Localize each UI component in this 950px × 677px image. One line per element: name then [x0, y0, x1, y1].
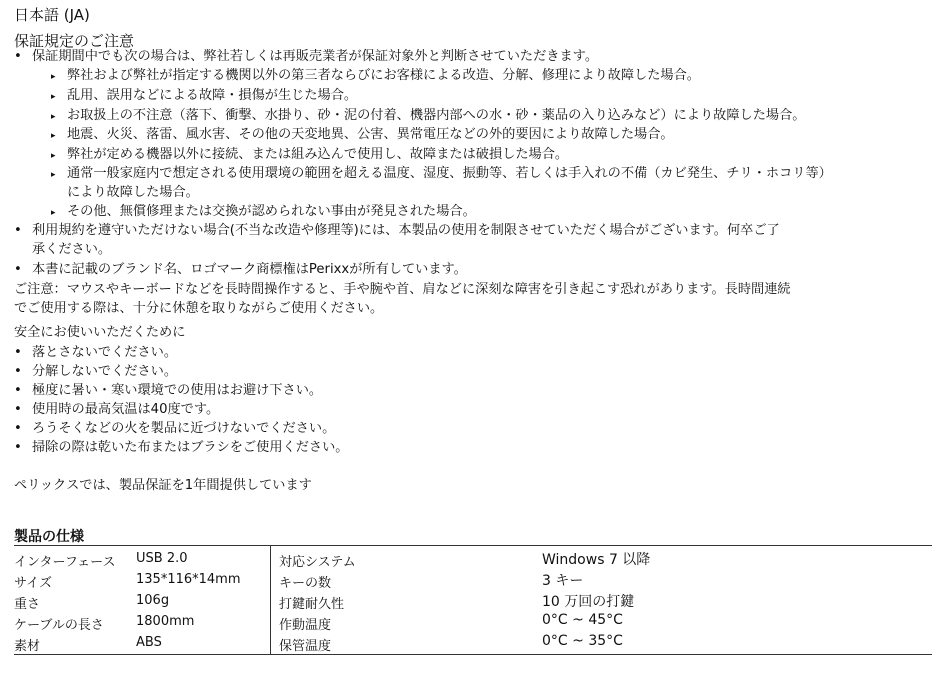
- warranty-title: 保証規定のご注意: [14, 32, 135, 50]
- spec-label: 保管温度: [279, 639, 332, 654]
- safety-text: ろうそくなどの火を製品に近づけないでください。: [32, 421, 336, 436]
- triangle-bullet-icon: ▸: [51, 112, 56, 122]
- condition-text: 地震、火災、落雷、風水害、その他の天変地異、公害、異常電圧などの外的要因により故障した場合。: [67, 127, 674, 142]
- condition-text: 通常一般家庭内で想定される使用環境の範囲を超える温度、湿度、振動等、若しくは手入れの不備（カビ発生、チリ・ホコリ等）: [67, 166, 832, 181]
- triangle-bullet-icon: ▸: [51, 92, 56, 102]
- terms-item: [14, 222, 780, 241]
- language-heading: 日本語 (JA): [14, 6, 90, 24]
- safety-item: [14, 401, 219, 420]
- safety-item: [14, 420, 335, 439]
- spec-value: 1800mm: [136, 614, 195, 629]
- safety-item: [14, 382, 322, 401]
- spec-label: キーの数: [279, 576, 332, 591]
- spec-value: 106g: [136, 593, 170, 608]
- spec-label: 素材: [14, 639, 41, 654]
- spec-label: ケーブルの長さ: [14, 618, 104, 633]
- bullet-dot-icon: •: [14, 262, 22, 277]
- bullet-dot-icon: •: [14, 421, 22, 436]
- condition-item: [51, 165, 832, 184]
- condition-item: [51, 146, 568, 165]
- spec-label: 重さ: [14, 597, 41, 612]
- spec-label: サイズ: [14, 576, 52, 591]
- triangle-bullet-icon: ▸: [51, 72, 56, 82]
- triangle-bullet-icon: ▸: [51, 131, 56, 141]
- condition-text: 乱用、誤用などによる故障・損傷が生じた場合。: [67, 88, 358, 103]
- condition-continuation: により故障した場合。: [67, 185, 199, 200]
- triangle-bullet-icon: ▸: [51, 208, 56, 218]
- spec-value: USB 2.0: [136, 551, 188, 566]
- caution-line-1: ご注意：マウスやキーボードなどを長時間操作すると、手や腕や首、肩などに深刻な障害を引き起こす恐れがあります。長時間連続: [14, 282, 791, 297]
- safety-text: 分解しないでください。: [32, 364, 178, 379]
- warranty-period: ペリックスでは、製品保証を1年間提供しています: [14, 478, 312, 493]
- safety-item: [14, 363, 177, 382]
- triangle-bullet-icon: ▸: [51, 170, 56, 180]
- safety-text: 使用時の最高気温は40度です。: [32, 402, 220, 417]
- warranty-intro: 保証期間中でも次の場合は、弊社若しくは再販売業者が保証対象外と判断させていただきます。: [32, 49, 599, 64]
- triangle-bullet-icon: ▸: [51, 151, 56, 161]
- spec-value: Windows 7 以降: [542, 552, 651, 568]
- safety-item: [14, 344, 177, 363]
- spec-label: 対応システム: [279, 555, 356, 570]
- warranty-intro-item: [14, 48, 598, 67]
- spec-value: 10 万回の打鍵: [542, 594, 635, 610]
- spec-value: 135*116*14mm: [136, 572, 241, 587]
- caution-line-2: でご使用する際は、十分に休憩を取りながらご使用ください。: [14, 301, 384, 316]
- bullet-dot-icon: •: [14, 402, 22, 417]
- spec-value: 3 キー: [542, 573, 584, 589]
- spec-value: 0°C ~ 35°C: [542, 633, 623, 649]
- spec-value: 0°C ~ 45°C: [542, 612, 623, 628]
- terms-line-1: 利用規約を遵守いただけない場合(不当な改造や修理等)には、本製品の使用を制限させていただく場合がございます。何卒ご了: [32, 223, 780, 238]
- specs-table: [14, 545, 932, 655]
- condition-item: [51, 203, 476, 222]
- condition-text: 弊社および弊社が指定する機関以外の第三者ならびにお客様による改造、分解、修理により故障した場合。: [67, 68, 700, 83]
- terms-line-2: 承ください。: [32, 242, 112, 257]
- bullet-dot-icon: •: [14, 223, 22, 238]
- safety-item: [14, 439, 349, 458]
- specs-title: 製品の仕様: [14, 529, 84, 545]
- condition-item: [51, 126, 674, 145]
- bullet-dot-icon: •: [14, 364, 22, 379]
- spec-label: 打鍵耐久性: [279, 597, 345, 612]
- bullet-dot-icon: •: [14, 440, 22, 455]
- spec-value: ABS: [136, 635, 162, 650]
- condition-item: [51, 67, 700, 86]
- safety-text: 極度に暑い・寒い環境での使用はお避け下さい。: [32, 383, 323, 398]
- safety-text: 掃除の際は乾いた布またはブラシをご使用ください。: [32, 440, 349, 455]
- spec-label: 作動温度: [279, 618, 332, 633]
- condition-item: [51, 87, 357, 106]
- condition-text: その他、無償修理または交換が認められない事由が発見された場合。: [67, 204, 476, 219]
- safety-title: 安全にお使いいただくために: [14, 325, 186, 340]
- condition-text: お取扱上の不注意（落下、衝撃、水掛り、砂・泥の付着、機器内部への水・砂・薬品の入り込みなど）により故障した場合。: [67, 108, 806, 123]
- condition-text: 弊社が定める機器以外に接続、または組み込んで使用し、故障または破損した場合。: [67, 147, 569, 162]
- bullet-dot-icon: •: [14, 383, 22, 398]
- table-divider: [270, 546, 271, 654]
- bullet-dot-icon: •: [14, 49, 22, 64]
- trademark-item: [14, 261, 467, 280]
- condition-item: [51, 107, 806, 126]
- trademark-text: 本書に記載のブランド名、ロゴマーク商標権はPerixxが所有しています。: [32, 262, 467, 277]
- spec-label: インターフェース: [14, 555, 116, 570]
- safety-text: 落とさないでください。: [32, 345, 178, 360]
- bullet-dot-icon: •: [14, 345, 22, 360]
